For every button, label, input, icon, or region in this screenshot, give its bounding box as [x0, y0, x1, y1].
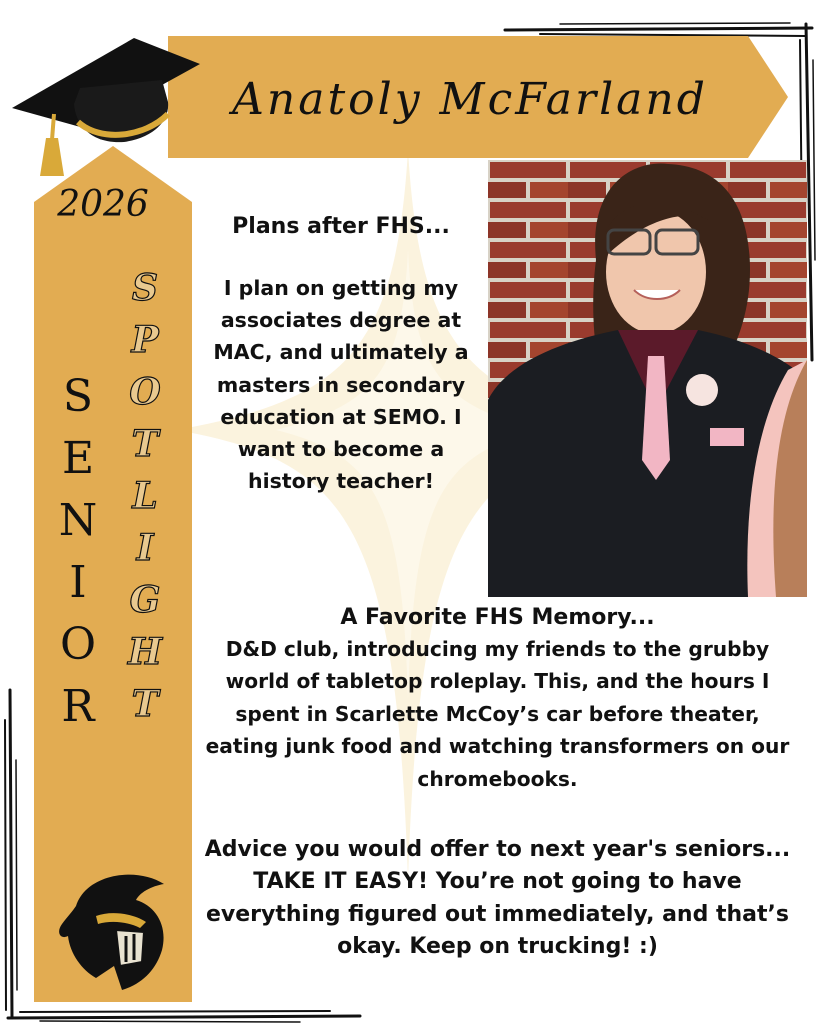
senior-letter: I — [69, 557, 87, 608]
spotlight-letter: T — [131, 683, 159, 725]
spotlight-letter: H — [127, 631, 162, 673]
spotlight-vertical-text — [120, 262, 170, 730]
spotlight-letter: P — [131, 319, 159, 361]
senior-letter: N — [58, 495, 98, 546]
spotlight-letter: G — [129, 579, 161, 621]
senior-letter: O — [59, 619, 97, 670]
student-photo — [488, 160, 807, 597]
senior-letter: S — [62, 371, 94, 422]
spotlight-letter: I — [136, 527, 154, 569]
plans-heading: Plans after FHS... — [232, 214, 450, 239]
memory-heading: A Favorite FHS Memory... — [340, 605, 655, 630]
senior-vertical-text — [50, 366, 106, 738]
advice-heading: Advice you would offer to next year's seniors... — [204, 837, 791, 862]
advice-section — [196, 834, 799, 964]
spotlight-letter: L — [132, 475, 158, 517]
spotlight-letter: O — [129, 371, 161, 413]
memory-section — [196, 602, 799, 795]
memory-text: D&D club, introducing my friends to the grubby world of tabletop roleplay. This, and the hours I spent in Scarlette McCoy’s car before theater, eating junk food and watching transformers on our chromebooks. — [205, 637, 790, 791]
advice-text: TAKE IT EASY! You’re not going to have everything figured out immediately, and that’s okay. Keep on trucking! :) — [206, 869, 789, 959]
senior-letter: E — [61, 433, 95, 484]
plans-section — [196, 212, 486, 497]
spotlight-letter: S — [132, 267, 158, 309]
plans-text: I plan on getting my associates degree at MAC, and ultimately a masters in secondary education at SEMO. I want to become a history teacher! — [213, 276, 469, 494]
spartan-helmet-icon — [56, 866, 174, 996]
senior-letter: R — [61, 681, 95, 732]
class-year: 2026 — [57, 184, 149, 225]
spotlight-letter: T — [131, 423, 159, 465]
student-name: Anatoly McFarland — [232, 73, 708, 125]
